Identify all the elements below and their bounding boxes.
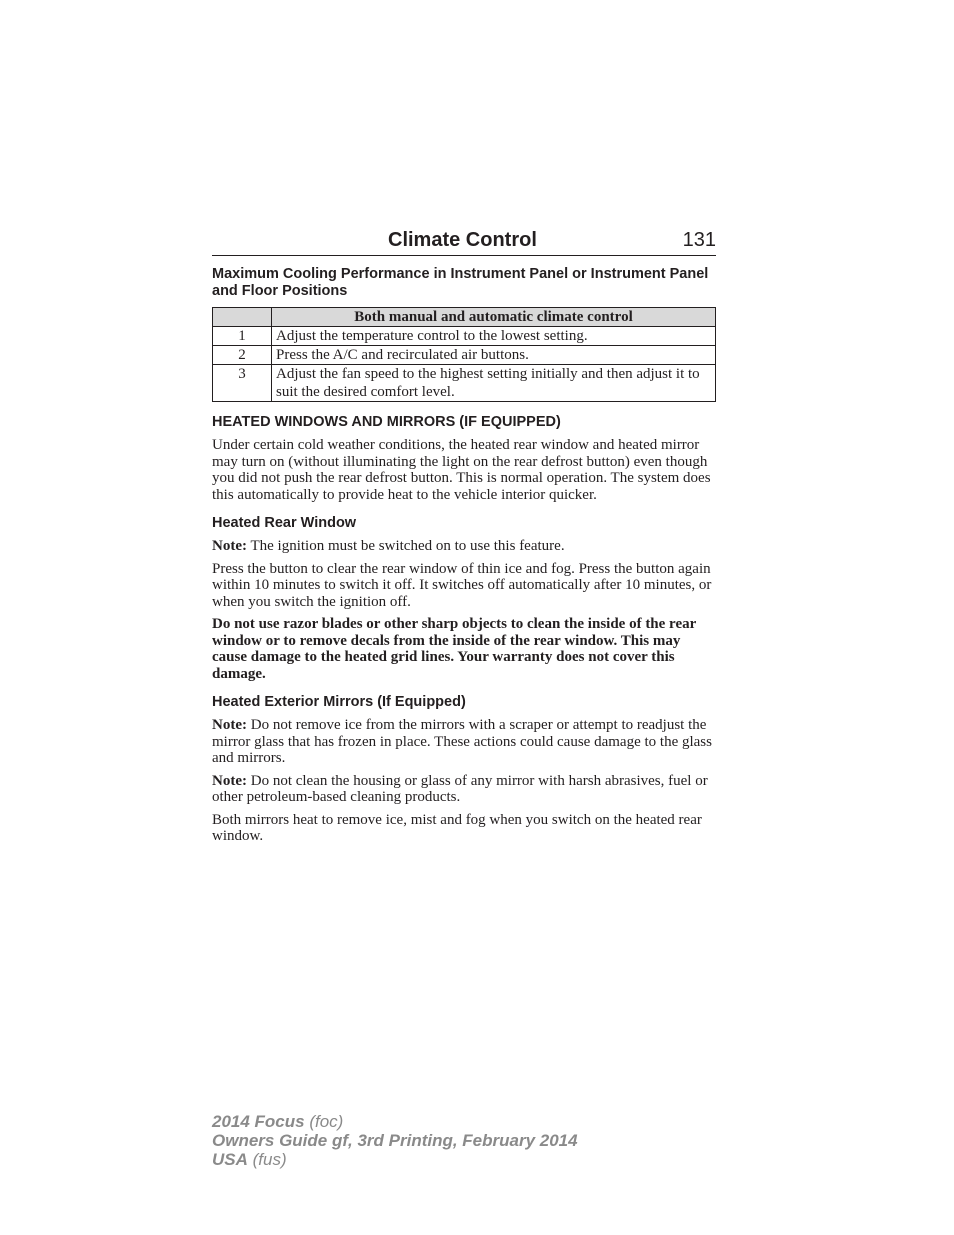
mirrors-note-2 xyxy=(212,773,716,806)
footer-market-code: (fus) xyxy=(247,1150,287,1169)
rear-window-heading: Heated Rear Window xyxy=(212,515,357,531)
step-text: Press the A/C and recirculated air buttons. xyxy=(272,346,716,365)
table-header-empty xyxy=(213,308,272,327)
step-text: Adjust the fan speed to the highest setting initially and then adjust it to suit the desired comfort level. xyxy=(272,365,716,402)
footer-line-1 xyxy=(212,1112,578,1131)
page-footer xyxy=(212,1112,578,1169)
rear-window-paragraph: Press the button to clear the rear window of thin ice and fog. Press the button again within 10 minutes to switch it off. It switches off automatically after 10 minutes, or when you switch the ignition off. xyxy=(212,560,712,610)
note-label: Note: xyxy=(212,538,247,554)
note-text: Do not clean the housing or glass of any mirror with harsh abrasives, fuel or other petroleum-based cleaning products. xyxy=(212,772,708,805)
rear-window-warning: Do not use razor blades or other sharp objects to clean the inside of the rear window or to remove decals from the inside of the rear window. This may cause damage to the heated grid lines. Your warranty does not cover this damage. xyxy=(212,616,696,682)
cooling-steps-table xyxy=(212,307,716,402)
step-number: 1 xyxy=(213,327,272,346)
mirrors-paragraph: Both mirrors heat to remove ice, mist and fog when you switch on the heated rear window. xyxy=(212,811,702,844)
rear-window-note xyxy=(212,538,716,555)
note-text: The ignition must be switched on to use this feature. xyxy=(246,538,565,554)
table-header-row xyxy=(213,308,716,327)
step-number: 2 xyxy=(213,346,272,365)
page-header xyxy=(212,229,716,256)
heated-section-heading: HEATED WINDOWS AND MIRRORS (IF EQUIPPED) xyxy=(212,414,561,430)
footer-model: 2014 Focus xyxy=(212,1112,305,1131)
page-number: 131 xyxy=(682,229,716,251)
chapter-title: Climate Control xyxy=(388,229,537,251)
note-label: Note: xyxy=(212,772,247,789)
mirrors-note-1 xyxy=(212,717,716,767)
step-text: Adjust the temperature control to the lowest setting. xyxy=(272,327,716,346)
footer-line-2 xyxy=(212,1131,578,1150)
table-header-cell: Both manual and automatic climate control xyxy=(272,308,716,327)
step-number: 3 xyxy=(213,365,272,402)
footer-guide: Owners Guide gf, 3rd Printing, February 2014 xyxy=(212,1131,578,1150)
footer-line-3 xyxy=(212,1150,578,1169)
manual-page xyxy=(212,229,716,845)
section-title: Maximum Cooling Performance in Instrument Panel or Instrument Panel and Floor Positions xyxy=(212,266,709,299)
footer-model-code: (foc) xyxy=(304,1112,344,1131)
heated-intro-paragraph: Under certain cold weather conditions, the heated rear window and heated mirror may turn on (without illuminating the light on the rear defrost button) even though you did not push the rear defrost button. This is normal operation. The system does this automatically to provide heat to the vehicle interior quicker. xyxy=(212,437,711,503)
table-row xyxy=(213,346,716,365)
note-text: Do not remove ice from the mirrors with a scraper or attempt to readjust the mirror glass that has frozen in place. These actions could cause damage to the glass and mirrors. xyxy=(212,717,712,766)
mirrors-heading: Heated Exterior Mirrors (If Equipped) xyxy=(212,694,466,710)
table-row xyxy=(213,365,716,402)
table-row xyxy=(213,327,716,346)
note-label: Note: xyxy=(212,717,247,733)
footer-market: USA xyxy=(212,1150,248,1169)
